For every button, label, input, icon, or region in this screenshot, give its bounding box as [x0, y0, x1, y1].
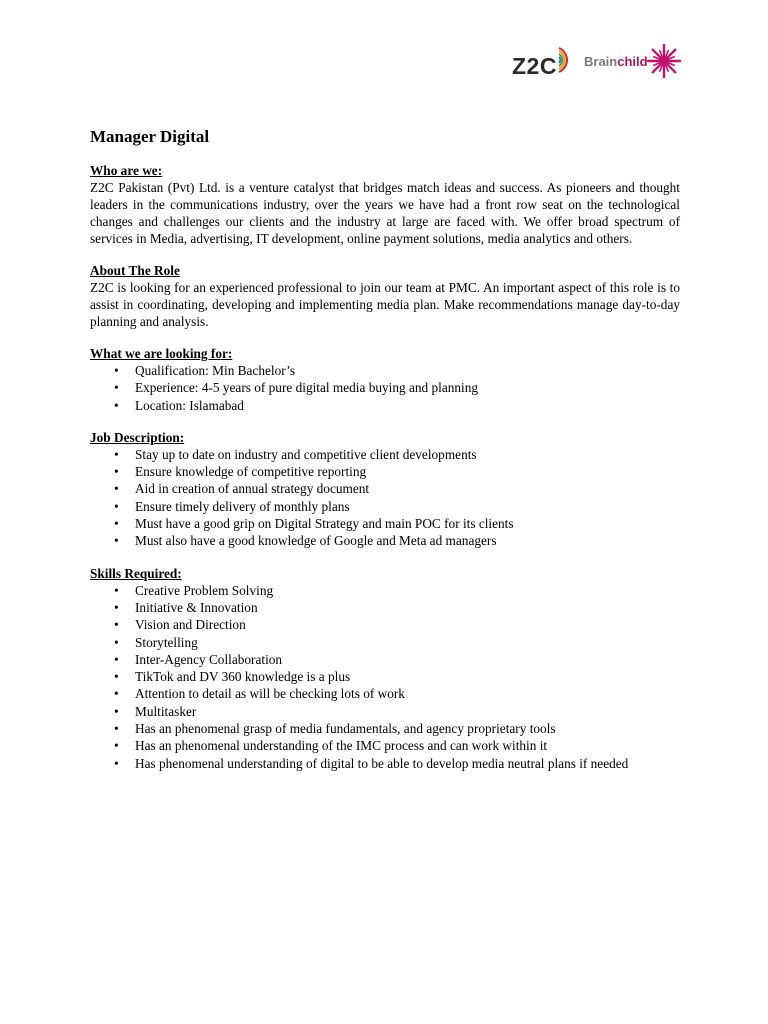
z2c-logo-text: Z2C	[512, 53, 557, 79]
section-heading: Skills Required:	[90, 565, 182, 581]
list-item-text: Must also have a good knowledge of Google and Meta ad managers	[135, 533, 497, 549]
bullet-glyph: •	[114, 721, 119, 737]
section-who-are-we	[90, 162, 680, 247]
list-item	[90, 755, 680, 772]
section-skills-required	[90, 565, 680, 772]
list-item-text: Has phenomenal understanding of digital to be able to develop media neutral plans if needed	[135, 755, 629, 771]
list-item	[90, 703, 680, 720]
list-item-text: Ensure knowledge of competitive reporting	[135, 464, 367, 480]
list-item	[90, 685, 680, 702]
bullet-glyph: •	[114, 755, 119, 771]
bullet-list	[90, 446, 680, 550]
list-item	[90, 720, 680, 737]
list-item	[90, 480, 680, 497]
section-heading: Who are we:	[90, 163, 163, 178]
bullet-list	[90, 362, 680, 414]
bullet-glyph: •	[114, 464, 119, 480]
list-item-text: TikTok and DV 360 knowledge is a plus	[135, 669, 351, 685]
list-item	[90, 532, 680, 549]
list-item	[90, 463, 680, 480]
bullet-glyph: •	[114, 651, 119, 667]
brainchild-child: child	[617, 54, 648, 69]
list-item-text: Creative Problem Solving	[135, 582, 274, 598]
list-item-text: Experience: 4-5 years of pure digital media buying and planning	[135, 380, 479, 396]
starburst-logo-icon	[646, 43, 682, 79]
section-heading: What we are looking for:	[90, 346, 233, 361]
section-looking-for	[90, 345, 680, 414]
list-item	[90, 599, 680, 616]
bullet-glyph: •	[114, 599, 119, 615]
bullet-glyph: •	[114, 738, 119, 754]
list-item	[90, 651, 680, 668]
list-item-text: Ensure timely delivery of monthly plans	[135, 498, 350, 514]
bullet-list	[90, 582, 680, 772]
page-title: Manager Digital	[90, 127, 210, 146]
list-item	[90, 737, 680, 754]
section-job-description	[90, 429, 680, 550]
bullet-glyph: •	[114, 363, 119, 378]
bullet-glyph: •	[114, 617, 119, 633]
list-item-text: Inter-Agency Collaboration	[135, 651, 283, 667]
list-item	[90, 498, 680, 515]
list-item-text: Storytelling	[135, 634, 198, 650]
list-item-text: Location: Islamabad	[135, 397, 244, 413]
bullet-glyph: •	[114, 498, 119, 514]
list-item-text: Attention to detail as will be checking lots of work	[135, 686, 405, 702]
list-item-text: Has an phenomenal grasp of media fundamentals, and agency proprietary tools	[135, 721, 556, 737]
brainchild-brain: Brain	[584, 54, 618, 69]
list-item-text: Must have a good grip on Digital Strategy and main POC for its clients	[135, 516, 514, 532]
section-paragraph: Z2C Pakistan (Pvt) Ltd. is a venture catalyst that bridges match ideas and success. As pioneers and thought leaders in the communications industry, over the years we have had a front row seat on the technological changes and challenges our clients and the industry at large are faced with. We offer broad spectrum of services in Media, advertising, IT development, online payment solutions, media analytics and others.	[90, 180, 680, 246]
list-item	[90, 362, 680, 379]
list-item	[90, 668, 680, 685]
section-heading: Job Description:	[90, 429, 185, 445]
bullet-glyph: •	[114, 582, 119, 598]
list-item-text: Qualification: Min Bachelor’s	[135, 363, 296, 378]
section-about-role	[90, 262, 680, 330]
bullet-glyph: •	[114, 533, 119, 549]
section-heading: About The Role	[90, 263, 180, 278]
bullet-glyph: •	[114, 397, 119, 413]
list-item	[90, 379, 680, 396]
list-item	[90, 515, 680, 532]
bullet-glyph: •	[114, 516, 119, 532]
bullet-glyph: •	[114, 703, 119, 719]
bullet-glyph: •	[114, 446, 119, 462]
brainchild-logo-text	[584, 54, 648, 69]
list-item	[90, 582, 680, 599]
bullet-glyph: •	[114, 686, 119, 702]
bullet-glyph: •	[114, 669, 119, 685]
list-item-text: Has an phenomenal understanding of the IMC process and can work within it	[135, 738, 548, 754]
bullet-glyph: •	[114, 634, 119, 650]
list-item-text: Stay up to date on industry and competitive client developments	[135, 446, 477, 462]
header-logos	[508, 40, 688, 80]
list-item	[90, 634, 680, 651]
bullet-glyph: •	[114, 481, 119, 497]
z2c-arcs-icon	[556, 44, 578, 76]
bullet-glyph: •	[114, 380, 119, 396]
list-item	[90, 446, 680, 463]
list-item-text: Aid in creation of annual strategy document	[135, 481, 370, 497]
list-item-text: Vision and Direction	[135, 617, 246, 633]
list-item	[90, 397, 680, 414]
list-item	[90, 616, 680, 633]
list-item-text: Initiative & Innovation	[135, 599, 258, 615]
list-item-text: Multitasker	[135, 703, 197, 719]
section-paragraph: Z2C is looking for an experienced professional to join our team at PMC. An important aspect of this role is to assist in coordinating, developing and implementing media plan. Make recommendations manage day-to-day planning and analysis.	[90, 280, 680, 329]
document-body	[90, 127, 680, 787]
